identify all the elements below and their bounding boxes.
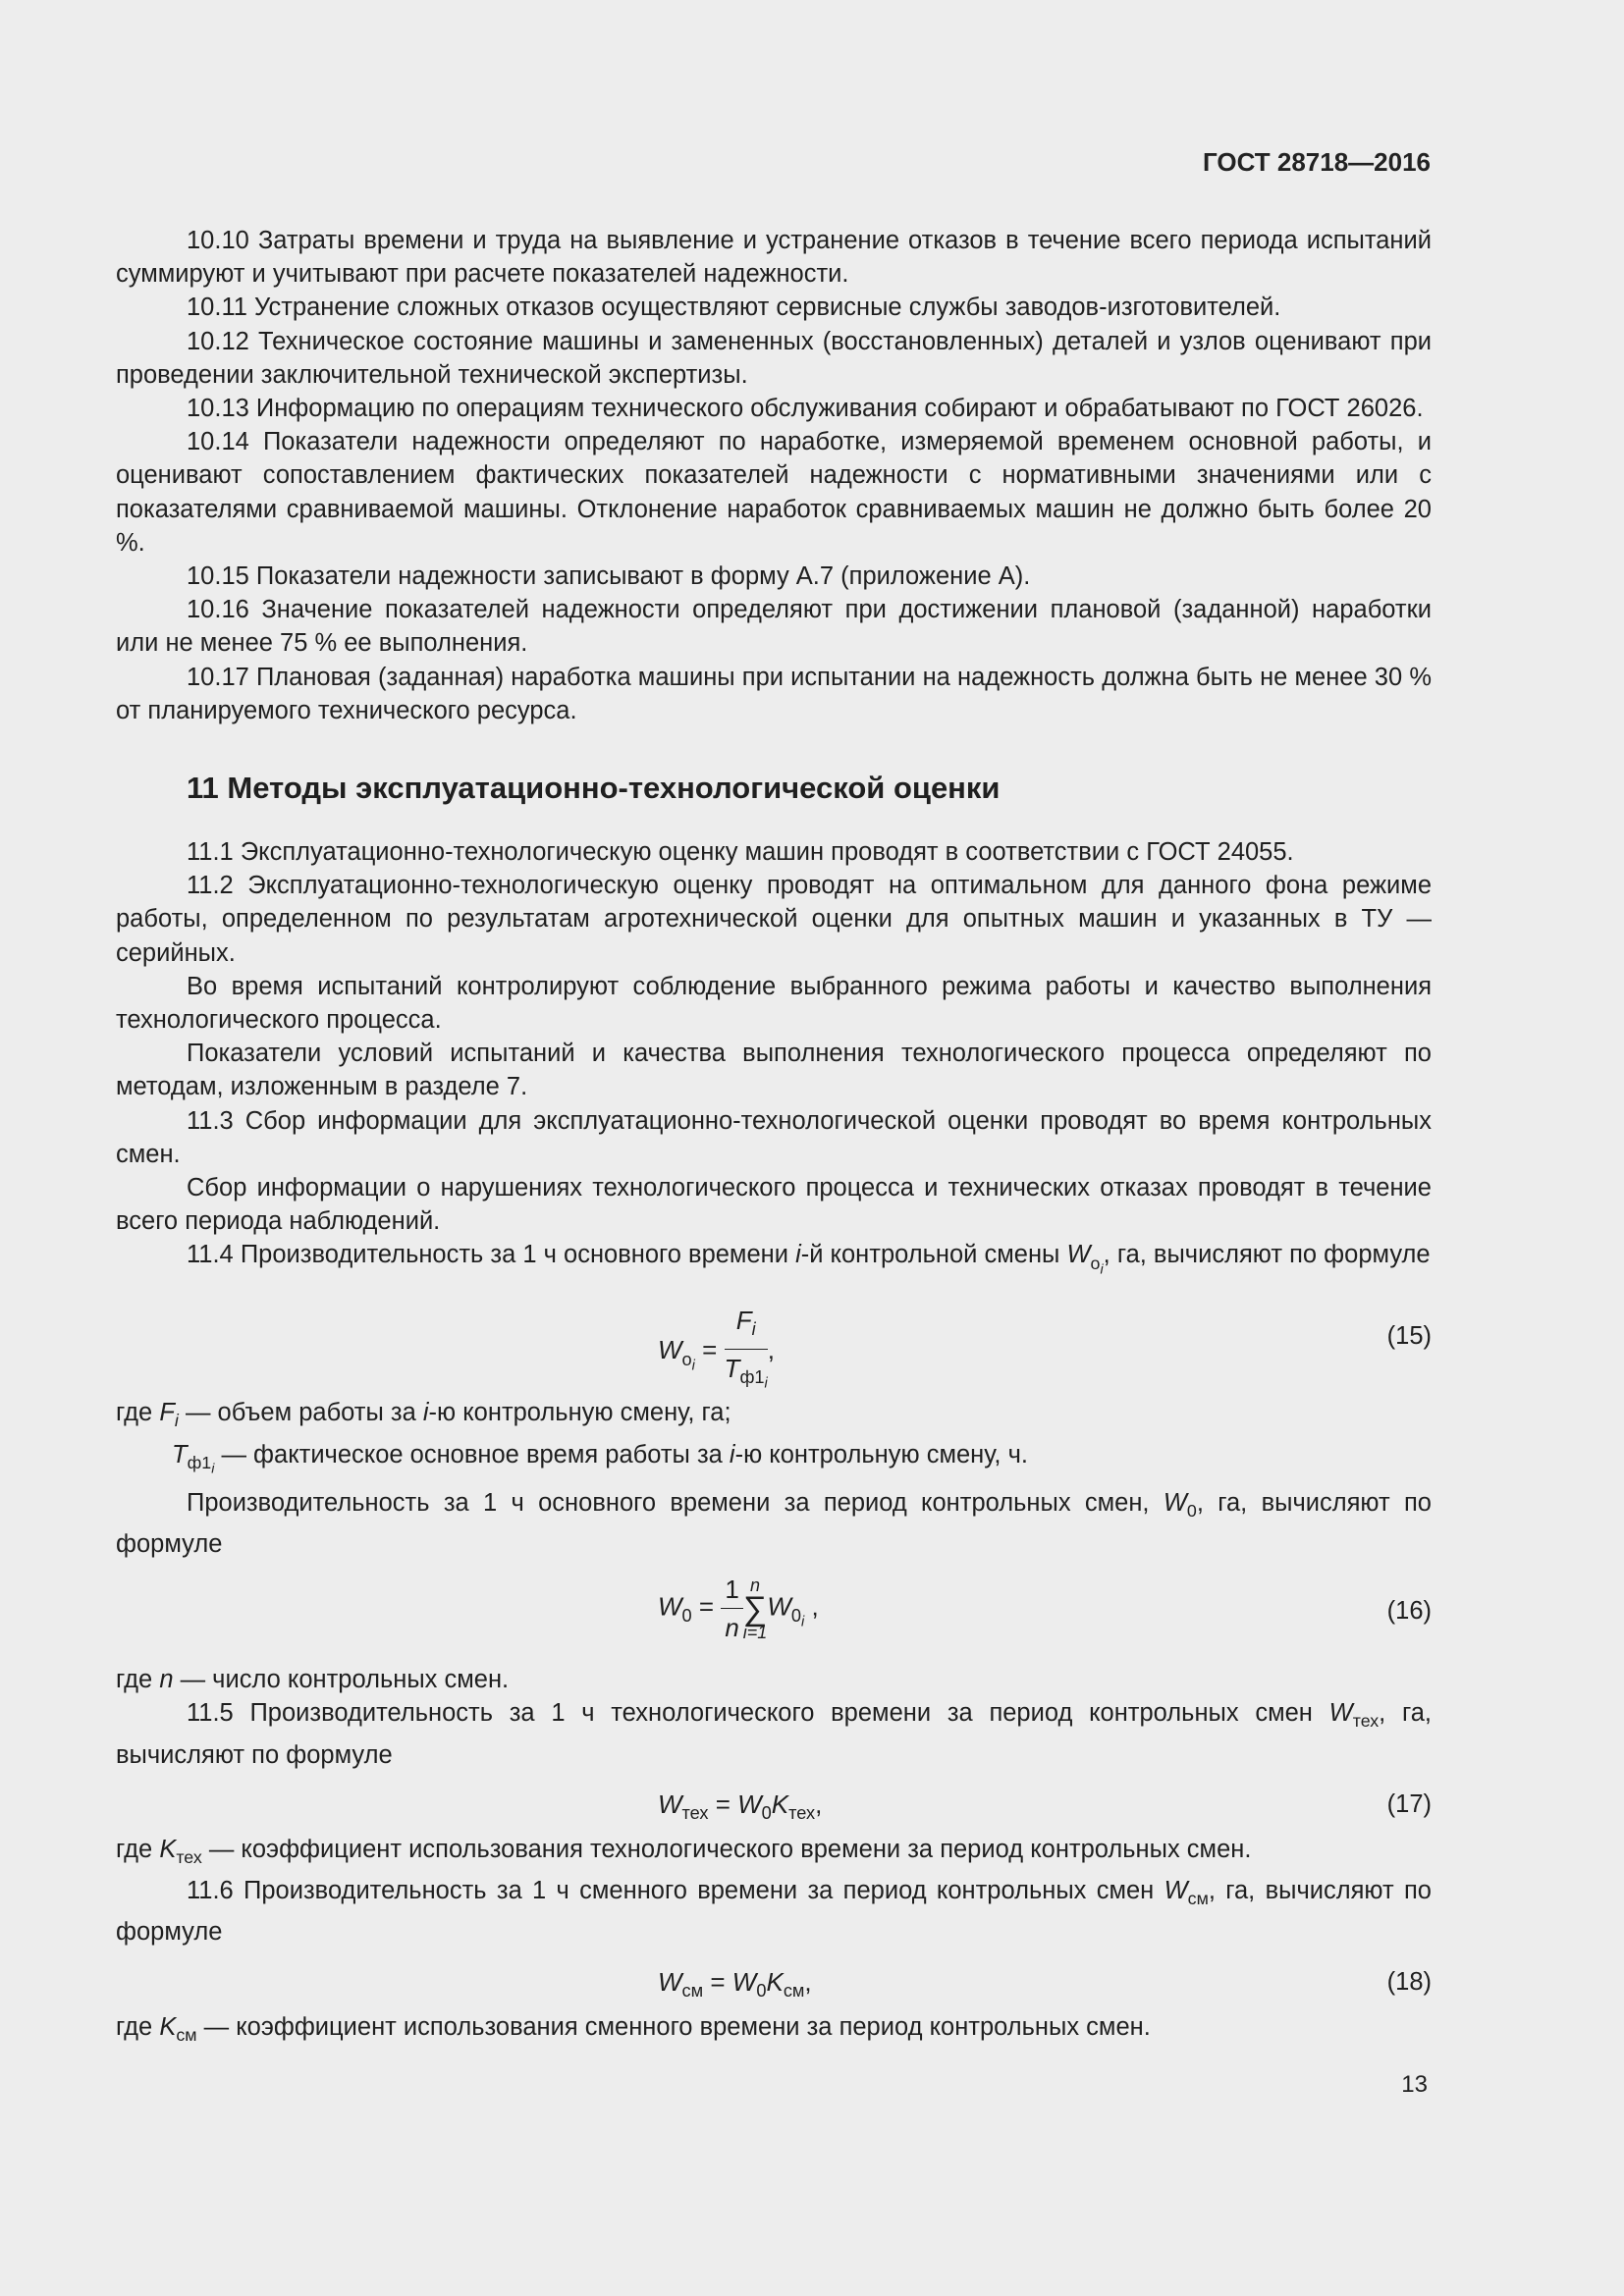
where-tf1: $T_{ф1_i}$ — фактическое основное время работы за i-ю контрольную смену, ч. [172, 1440, 1028, 1477]
paragraph-10-10: 10.10 Затраты времени и труда на выявление и устранение отказов в течение всего периода испытаний суммируют и учитывают при расчете показателей надежности. [116, 227, 1432, 289]
formula-15 [116, 1294, 1432, 1390]
paragraph-10-11: 10.11 Устранение сложных отказов осуществляют сервисные службы заводов-изготовителей. [187, 294, 1281, 322]
formula-17-expression: $W_{тех} = W_0K_{тех}$, [658, 1789, 823, 1823]
formula-18-expression: $W_{см} = W_0K_{см}$, [658, 1966, 812, 2001]
where-fi: где $F_i$ — объем работы за i-ю контрольную смену, га; [116, 1399, 731, 1431]
formula-17-number: (17) [1386, 1789, 1432, 1818]
paragraph-10-13: 10.13 Информацию по операциям технического обслуживания собирают и обрабатывают по ГОСТ 26026. [187, 395, 1424, 423]
page-number: 13 [1401, 2071, 1428, 2098]
formula-16-expression: $W_0$ = $\frac{1}{n}$ n ∑ i=1 $W_{0_i}$ , [658, 1575, 819, 1643]
formula-18-number: (18) [1386, 1967, 1432, 1996]
formula-15-number: (15) [1386, 1322, 1432, 1351]
paragraph-11-2: 11.2 Эксплуатационно-технологическую оценку проводят на оптимальном для данного фона режиме работы, определенном по результатам агротехнической оценки для опытных машин и указанных в ТУ — серийных. [116, 872, 1432, 967]
paragraph-indicators: Показатели условий испытаний и качества выполнения технологического процесса определяют по методам, изложенным в разделе 7. [116, 1040, 1432, 1101]
formula-15-expression: $W_{о_i}$ = $\frac{F_i}{T_{ф1_i}}$ , [658, 1306, 775, 1392]
section-11-heading: 11 Методы эксплуатационно-технологической оценки [187, 771, 1001, 806]
where-ksm: где $K_{см}$ — коэффициент использования сменного времени за период контрольных смен. [116, 2012, 1151, 2045]
document-header: ГОСТ 28718—2016 [1203, 147, 1431, 177]
paragraph-10-12: 10.12 Техническое состояние машины и замененных (восстановленных) деталей и узлов оценивают при проведении заключительной технической экспертизы. [116, 327, 1432, 389]
paragraph-collect: Сбор информации о нарушениях технологического процесса и технических отказах проводят в течение всего периода наблюдений. [116, 1174, 1432, 1236]
where-ktex: где $K_{тех}$ — коэффициент использования технологического времени за период контрольных смен. [116, 1835, 1252, 1867]
paragraph-10-14: 10.14 Показатели надежности определяют по наработке, измеряемой временем основной работы, и оценивают сопоставлением фактических показателей надежности с нормативными значениями или с показателями сравниваемой машины. Отклонение наработок сравниваемых машин не должно быть более 20 %. [116, 428, 1432, 557]
paragraph-11-5: 11.5 Производительность за 1 ч технологического времени за период контрольных смен $W_{тех}$, га, вычисляют по формуле [116, 1699, 1432, 1769]
paragraph-11-1: 11.1 Эксплуатационно-технологическую оценку машин проводят в соответствии с ГОСТ 24055. [187, 838, 1294, 867]
paragraph-w0: Производительность за 1 ч основного времени за период контрольных смен, $W_0$, га, вычисляют по формуле [116, 1488, 1432, 1558]
paragraph-10-16: 10.16 Значение показателей надежности определяют при достижении плановой (заданной) наработки или не менее 75 % ее выполнения. [116, 596, 1432, 658]
paragraph-11-4: 11.4 Производительность за 1 ч основного времени i-й контрольной смены $W_{о_i}$, га, вычисляют по формуле [187, 1241, 1431, 1278]
paragraph-10-15: 10.15 Показатели надежности записывают в форму А.7 (приложение А). [187, 562, 1031, 591]
body-text [116, 224, 1432, 2052]
formula-16-number: (16) [1386, 1597, 1432, 1625]
paragraph-11-6: 11.6 Производительность за 1 ч сменного времени за период контрольных смен $W_{см}$, га, вычисляют по формуле [116, 1877, 1432, 1947]
formula-16 [116, 1569, 1432, 1655]
formula-18 [116, 1955, 1432, 2006]
paragraph-10-17: 10.17 Плановая (заданная) наработка машины при испытании на надежность должна быть не менее 30 % от планируемого технического ресурса. [116, 663, 1432, 724]
formula-17 [116, 1778, 1432, 1829]
paragraph-11-3: 11.3 Сбор информации для эксплуатационно-технологической оценки проводят во время контрольных смен. [116, 1106, 1432, 1168]
paragraph-control: Во время испытаний контролируют соблюдение выбранного режима работы и качество выполнения технологического процесса. [116, 972, 1432, 1035]
where-n: где n — число контрольных смен. [116, 1666, 510, 1693]
